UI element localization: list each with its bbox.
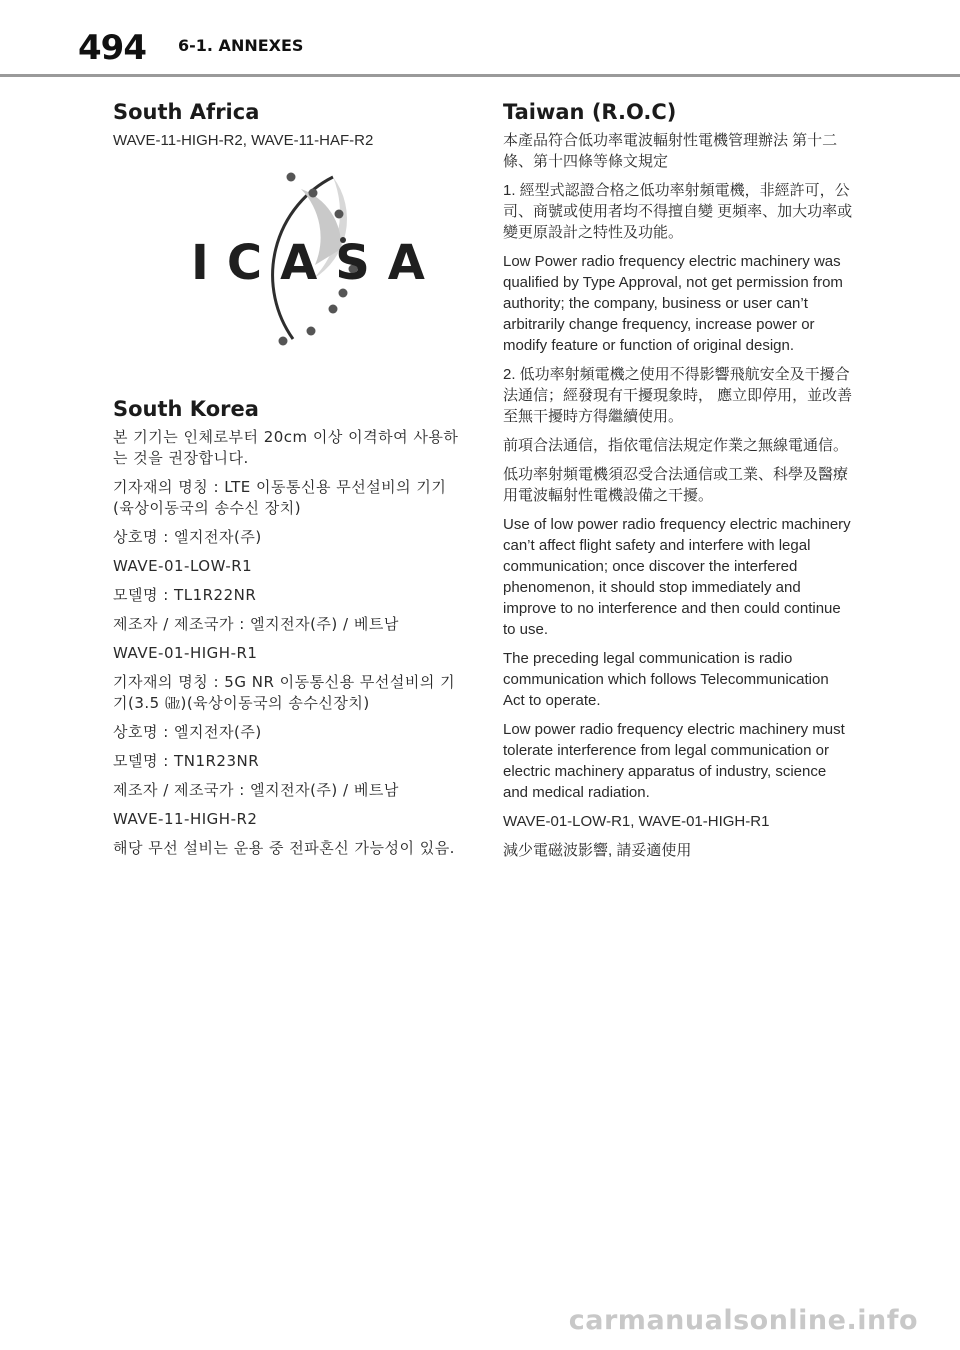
taiwan-paragraph: 前項合法通信，指依電信法規定作業之無線電通信。: [503, 437, 849, 454]
section-title-south-africa: South Africa: [113, 100, 260, 124]
taiwan-paragraph: 本產品符合低功率電波輻射性電機管理辦法 第十二條、第十四條等條文規定: [503, 132, 838, 170]
taiwan-paragraph: 減少電磁波影響, 請妥適使用: [503, 842, 692, 859]
taiwan-paragraph: WAVE-01-LOW-R1, WAVE-01-HIGH-R1: [503, 813, 770, 830]
taiwan-paragraph: Low power radio frequency electric machinery must tolerate interference from legal communication or electric machinery apparatus of industry, science and medical radiation.: [503, 721, 845, 801]
taiwan-paragraph: The preceding legal communication is radio communication which follows Telecommunication Act to operate.: [503, 650, 829, 709]
korea-paragraph: 제조자 / 제조국가 : 엘지전자(주) / 베트남: [113, 781, 399, 799]
korea-paragraph: WAVE-11-HIGH-R2: [113, 810, 258, 828]
korea-paragraph: 제조자 / 제조국가 : 엘지전자(주) / 베트남: [113, 615, 399, 633]
korea-paragraph: 상호명 : 엘지전자(주): [113, 528, 262, 546]
left-column: [113, 100, 465, 867]
taiwan-section: [503, 100, 853, 861]
section-title-taiwan: Taiwan (R.O.C): [503, 100, 677, 124]
korea-paragraph: 해당 무선 설비는 운용 중 전파혼신 가능성이 있음.: [113, 839, 455, 857]
korea-paragraph: 본 기기는 인체로부터 20cm 이상 이격하여 사용하는 것을 권장합니다.: [113, 428, 459, 467]
icasa-logo-text: ICASA: [191, 235, 443, 291]
taiwan-paragraph: 低功率射頻電機須忍受合法通信或工業、科學及醫療用電波輻射性電機設備之干擾。: [503, 466, 849, 504]
taiwan-paragraph: Low Power radio frequency electric machinery was qualified by Type Approval, not get permission from authority; the company, business or user can’t arbitrarily change frequency, increase power or modify feature or function of original design.: [503, 253, 843, 354]
south-korea-section: [113, 397, 465, 859]
chapter-title: 6-1. ANNEXES: [178, 36, 304, 55]
korea-paragraph: 모델명 : TN1R23NR: [113, 752, 260, 770]
watermark: carmanualsonline.info: [568, 1305, 918, 1336]
page-header: [0, 0, 960, 80]
korea-paragraph: 상호명 : 엘지전자(주): [113, 723, 262, 741]
page-number: 494: [78, 28, 146, 68]
korea-paragraph: WAVE-01-HIGH-R1: [113, 644, 258, 662]
south-africa-models: WAVE-11-HIGH-R2, WAVE-11-HAF-R2: [113, 132, 374, 149]
icasa-logo: [113, 169, 465, 359]
south-africa-section: [113, 100, 465, 359]
korea-paragraph: 기자재의 명칭 : LTE 이동통신용 무선설비의 기기(육상이동국의 송수신 장치): [113, 478, 447, 517]
korea-paragraph: 모델명 : TL1R22NR: [113, 586, 257, 604]
korea-paragraph: 기자재의 명칭 : 5G NR 이동통신용 무선설비의 기기(3.5 ㎓)(육상이동국의 송수신장치): [113, 673, 456, 712]
taiwan-paragraph: 2. 低功率射頻電機之使用不得影響飛航安全及干擾合法通信；經發現有干擾現象時， 應立即停用，並改善至無干擾時方得繼續使用。: [503, 366, 853, 425]
section-title-south-korea: South Korea: [113, 397, 259, 421]
korea-paragraph: WAVE-01-LOW-R1: [113, 557, 253, 575]
taiwan-paragraph: 1. 經型式認證合格之低功率射頻電機，非經許可，公司、商號或使用者均不得擅自變 更頻率、加大功率或變更原設計之特性及功能。: [503, 182, 853, 241]
right-column: [503, 100, 853, 869]
taiwan-paragraph: Use of low power radio frequency electric machinery can’t affect flight safety and interfere with legal communication; once discover the interfered phenomenon, it should stop immediately and improve to no interference and then could continue to use.: [503, 516, 851, 638]
header-rule: [0, 74, 960, 77]
